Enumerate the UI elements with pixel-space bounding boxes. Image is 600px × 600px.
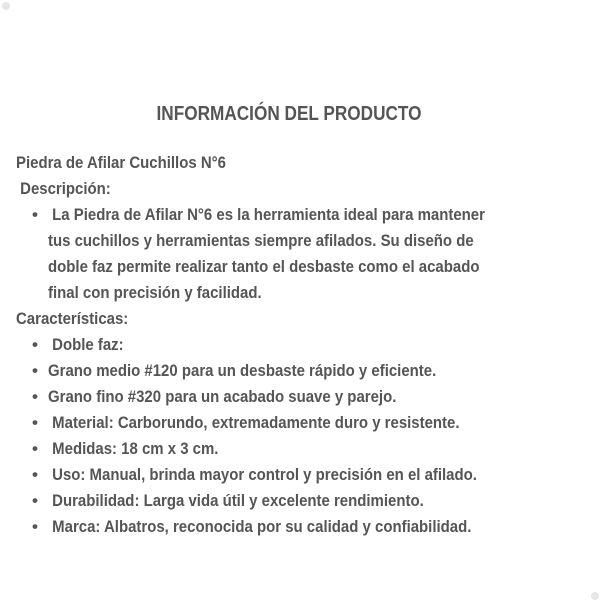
feature-text: Durabilidad: Larga vida útil y excelente rendimiento. [48, 491, 424, 510]
features-heading: Características: [16, 309, 129, 328]
feature-item [16, 384, 596, 410]
description-line [16, 254, 596, 280]
description-line [16, 280, 596, 306]
product-name-line [16, 150, 596, 176]
description-text: tus cuchillos y herramientas siempre afilados. Su diseño de [48, 231, 474, 250]
feature-text: Doble faz: [48, 335, 124, 354]
feature-item [16, 514, 596, 540]
bullet-dot: • [32, 465, 38, 484]
features-heading-line [16, 306, 596, 332]
corner-dot-top-left [2, 2, 10, 10]
corner-dot-bottom-right [591, 592, 599, 600]
feature-text: Medidas: 18 cm x 3 cm. [48, 439, 219, 458]
feature-text: Material: Carborundo, extremadamente duro y resistente. [48, 413, 460, 432]
description-text: doble faz permite realizar tanto el desbaste como el acabado [48, 257, 480, 276]
description-text: final con precisión y facilidad. [48, 283, 262, 302]
bullet-dot: • [32, 491, 38, 510]
bullet-dot: • [32, 413, 38, 432]
product-info-content [16, 150, 596, 540]
features-list [16, 332, 596, 540]
bullet-dot: • [32, 361, 38, 380]
description-text: La Piedra de Afilar N°6 es la herramienta ideal para mantener [48, 205, 485, 224]
description-line [16, 228, 596, 254]
feature-item [16, 488, 596, 514]
description-line [16, 202, 596, 228]
bullet-dot: • [32, 335, 38, 354]
description-heading: Descripción: [16, 179, 111, 198]
feature-item [16, 332, 596, 358]
feature-text: Marca: Albatros, reconocida por su calidad y confiabilidad. [48, 517, 472, 536]
feature-text: Grano fino #320 para un acabado suave y parejo. [48, 387, 397, 406]
feature-text: Grano medio #120 para un desbaste rápido y eficiente. [48, 361, 437, 380]
bullet-dot: • [32, 205, 38, 224]
description-list-item [16, 202, 596, 306]
bullet-dot: • [32, 517, 38, 536]
product-name: Piedra de Afilar Cuchillos N°6 [16, 153, 226, 172]
feature-item [16, 436, 596, 462]
bullet-dot: • [32, 439, 38, 458]
feature-item [16, 358, 596, 384]
description-heading-line [16, 176, 596, 202]
feature-text: Uso: Manual, brinda mayor control y precisión en el afilado. [48, 465, 477, 484]
feature-item [16, 462, 596, 488]
feature-item [16, 410, 596, 436]
bullet-dot: • [32, 387, 38, 406]
page-title: INFORMACIÓN DEL PRODUCTO [156, 103, 422, 125]
